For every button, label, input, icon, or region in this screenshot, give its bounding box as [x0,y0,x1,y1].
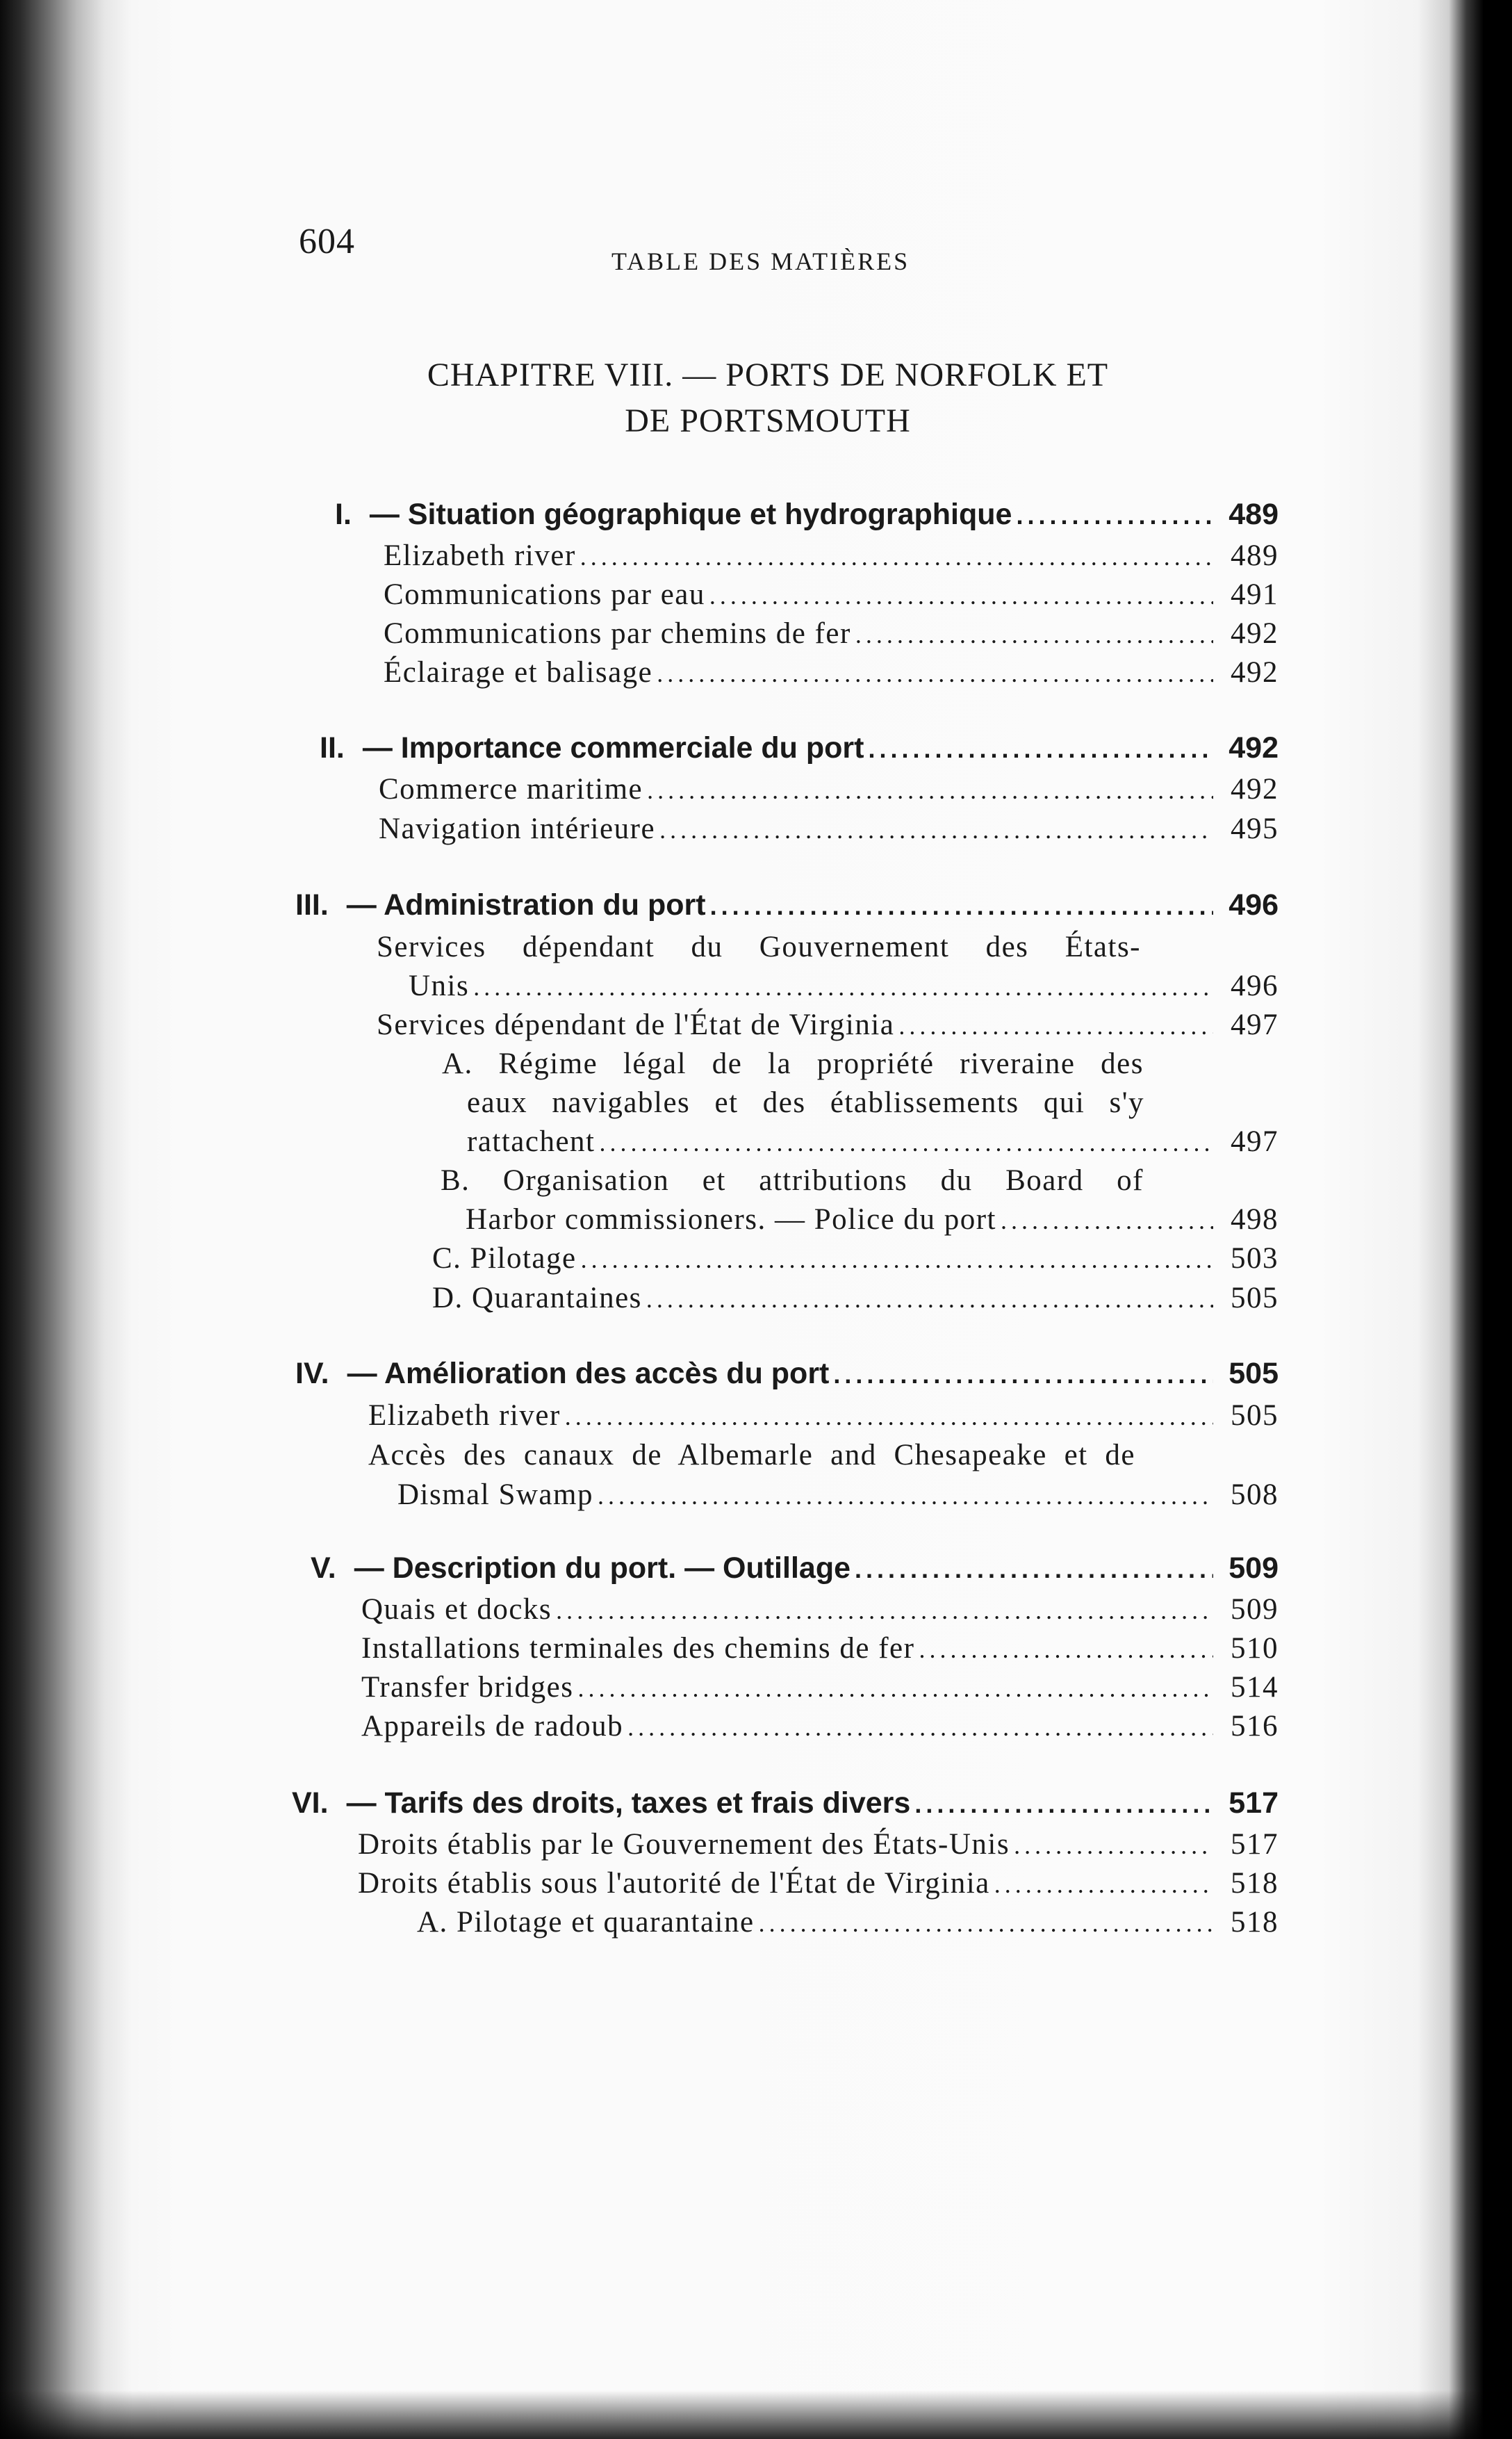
chapter-title-line-2: DE PORTSMOUTH [625,402,911,439]
toc-item[interactable] [379,812,1279,846]
page-ref: 505 [1228,1357,1279,1390]
toc-item[interactable] [384,655,1279,690]
leader-dots [565,1402,1213,1431]
toc-item-line: B. Organisation et attributions du Board of [441,1164,1144,1197]
toc-item-line: A. Régime légal de la propriété riveraine des [442,1047,1144,1080]
toc-section-6[interactable] [292,1786,1279,1820]
page-ref: 518 [1231,1906,1279,1939]
leader-dots [556,1596,1213,1625]
toc-item[interactable] [361,1592,1279,1626]
page-ref: 517 [1228,1786,1279,1820]
section-number: III. [295,888,329,922]
running-title: TABLE DES MATIÈRES [611,247,910,275]
toc-item[interactable] [361,1709,1279,1743]
toc-item[interactable] [358,1827,1279,1861]
item-label: C. Pilotage [432,1242,577,1275]
leader-dots [759,1909,1213,1938]
page-ref: 498 [1231,1203,1279,1236]
item-label: Appareils de radoub [361,1710,624,1743]
section-number: V. [311,1551,336,1585]
toc-item[interactable] [384,578,1279,612]
toc-section-3[interactable] [295,888,1279,922]
page-ref: 489 [1231,539,1279,572]
leader-dots [1001,1206,1213,1235]
page-ref: 514 [1231,1671,1279,1704]
toc-item[interactable] [368,1398,1279,1433]
section-number: VI. [292,1786,329,1820]
toc-item[interactable] [432,1281,1279,1315]
section-title: — Administration du port [346,888,706,922]
leader-dots [580,542,1213,571]
page-ref: 505 [1231,1399,1279,1432]
leader-dots [710,892,1213,921]
toc-item-line: Accès des canaux de Albemarle and Chesapeake et de [368,1439,1135,1471]
item-label: Navigation intérieure [379,813,656,845]
section-number: IV. [295,1357,329,1390]
toc-item[interactable] [379,772,1279,806]
leader-dots [855,620,1213,649]
section-number: II. [320,731,345,765]
toc-item[interactable] [384,617,1279,651]
toc-item[interactable] [467,1125,1279,1159]
page-ref: 497 [1231,1125,1279,1158]
page-ref: 509 [1228,1551,1279,1585]
toc-section-2[interactable] [320,731,1279,765]
toc-item[interactable] [466,1202,1279,1237]
item-label: Unis [409,970,470,1002]
item-label: Elizabeth river [368,1399,561,1432]
section-title: — Amélioration des accès du port [347,1357,830,1390]
toc-item-line: eaux navigables et des établissements qui s'y [467,1086,1144,1119]
leader-dots [659,815,1213,845]
toc-item[interactable] [361,1670,1279,1704]
item-label: Droits établis par le Gouvernement des États-Unis [358,1828,1010,1861]
leader-dots [1016,501,1213,530]
item-label: Installations terminales des chemins de fer [361,1632,915,1665]
page-ref: 496 [1231,970,1279,1002]
item-label: Droits établis sous l'autorité de l'État de Virginia [358,1867,990,1900]
toc-item[interactable] [384,539,1279,573]
page-ref: 492 [1231,773,1279,806]
item-label: Communications par chemins de fer [384,617,851,650]
item-label: Quais et docks [361,1593,552,1626]
leader-dots [833,1360,1213,1389]
item-label: Éclairage et balisage [384,656,653,689]
leader-dots [598,1481,1213,1510]
page-ref: 517 [1231,1828,1279,1861]
section-title: — Description du port. — Outillage [354,1551,850,1585]
page-ref: 489 [1228,498,1279,531]
page-ref: 503 [1231,1242,1279,1275]
leader-dots [914,1790,1213,1819]
page-ref: 516 [1231,1710,1279,1743]
item-label: Elizabeth river [384,539,576,572]
leader-dots [1014,1831,1213,1860]
page-ref: 491 [1231,578,1279,611]
toc-section-1[interactable] [335,498,1279,532]
item-label: Commerce maritime [379,773,643,806]
page-ref: 509 [1231,1593,1279,1626]
page-ref: 510 [1231,1632,1279,1665]
item-label: Harbor commissioners. — Police du port [466,1203,997,1236]
leader-dots [473,972,1213,1002]
item-label: Transfer bridges [361,1671,574,1704]
leader-dots [994,1870,1213,1899]
page-ref: 497 [1231,1009,1279,1041]
page-ref: 505 [1231,1282,1279,1314]
item-label: Services dépendant de l'État de Virginia [377,1009,895,1041]
section-number: I. [335,498,352,531]
leader-dots [855,1555,1213,1584]
chapter-title-line-1: CHAPITRE VIII. — PORTS DE NORFOLK ET [427,357,1109,393]
item-label: Communications par eau [384,578,705,611]
leader-dots [577,1674,1213,1703]
scan-bottom-shadow [0,2390,1512,2439]
toc-item[interactable] [409,969,1279,1003]
section-title: — Tarifs des droits, taxes et frais divers [346,1786,911,1820]
toc-item[interactable] [417,1905,1279,1939]
page-ref: 518 [1231,1867,1279,1900]
toc-section-4[interactable] [295,1357,1279,1391]
page-ref: 495 [1231,813,1279,845]
leader-dots [868,735,1213,764]
toc-item[interactable] [397,1478,1279,1512]
toc-item[interactable] [358,1866,1279,1900]
toc-item-line: Services dépendant du Gouvernement des États- [377,931,1141,963]
page-ref: 508 [1231,1478,1279,1511]
page-number: 604 [299,222,355,261]
toc-section-5[interactable] [311,1551,1279,1585]
toc-item[interactable] [361,1631,1279,1665]
leader-dots [709,581,1213,610]
item-label: D. Quarantaines [432,1282,642,1314]
leader-dots [647,776,1213,805]
page-ref: 492 [1231,617,1279,650]
page-ref: 496 [1228,888,1279,922]
leader-dots [627,1713,1213,1742]
leader-dots [600,1128,1213,1157]
item-label: Dismal Swamp [397,1478,593,1511]
leader-dots [646,1284,1213,1314]
item-label: rattachent [467,1125,595,1158]
leader-dots [657,659,1213,688]
leader-dots [919,1635,1213,1664]
leader-dots [898,1011,1213,1041]
section-title: — Situation géographique et hydrographique [369,498,1012,531]
page-ref: 492 [1231,656,1279,689]
toc-item[interactable] [432,1241,1279,1275]
leader-dots [581,1245,1213,1274]
toc-item[interactable] [377,1008,1279,1042]
section-title: — Importance commerciale du port [362,731,864,765]
item-label: A. Pilotage et quarantaine [417,1906,755,1939]
page-ref: 492 [1228,731,1279,765]
